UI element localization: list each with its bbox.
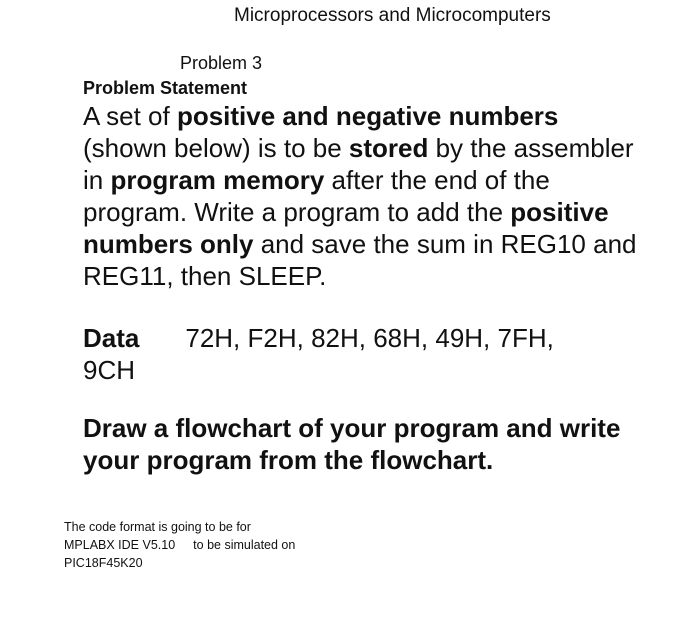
note-line: to be simulated on bbox=[193, 538, 296, 552]
problem-statement bbox=[83, 100, 643, 292]
data-label: Data bbox=[83, 323, 140, 353]
statement-text: (shown below) is to be bbox=[83, 133, 349, 163]
statement-text: by the assembler in bbox=[83, 133, 634, 195]
note-line: PIC18F45K20 bbox=[64, 556, 143, 570]
data-values: 72H, F2H, 82H, 68H, 49H, 7FH, bbox=[185, 323, 554, 353]
page-title: Microprocessors and Microcomputers bbox=[234, 5, 551, 26]
instruction: Draw a flowchart of your program and write your program from the flowchart. bbox=[83, 413, 621, 475]
statement-bold: positive and negative numbers bbox=[176, 101, 559, 131]
data-values-continued: 9CH bbox=[83, 355, 136, 385]
note-line: The code format is going to be for bbox=[64, 520, 251, 534]
statement-bold: program memory bbox=[110, 165, 325, 195]
note bbox=[64, 518, 364, 572]
statement-text: A set of bbox=[83, 101, 177, 131]
note-line: MPLABX IDE V5.10 bbox=[64, 538, 176, 552]
statement-bold: stored bbox=[348, 133, 429, 163]
statement-heading: Problem Statement bbox=[83, 78, 248, 98]
problem-number: Problem 3 bbox=[180, 53, 263, 73]
data-block bbox=[83, 322, 554, 386]
statement-bold: positive numbers only bbox=[83, 197, 609, 259]
statement-text: after the end of the program. Write a program to add the bbox=[83, 165, 550, 227]
statement-text: and save the sum in REG10 and REG11, then SLEEP. bbox=[83, 229, 637, 291]
